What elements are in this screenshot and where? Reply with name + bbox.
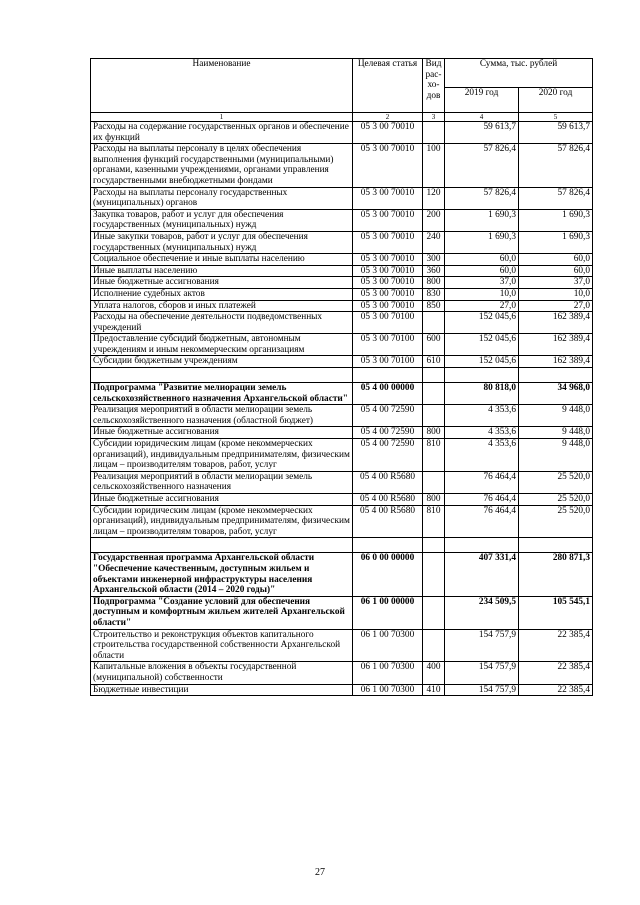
row-sum-2020: 9 448,0 — [519, 405, 593, 427]
table-header — [91, 59, 593, 122]
row-sum-2020: 22 385,4 — [519, 684, 593, 696]
row-sum-2019: 154 757,9 — [445, 662, 519, 684]
row-expense-kind: 800 — [423, 494, 445, 506]
spacer-cell — [519, 368, 593, 383]
table-body — [91, 122, 593, 696]
spacer-cell — [353, 538, 423, 553]
row-expense-kind: 830 — [423, 288, 445, 300]
page-number: 27 — [315, 867, 325, 878]
table-row — [91, 439, 593, 472]
row-sum-2020: 22 385,4 — [519, 662, 593, 684]
row-sum-2020: 10,0 — [519, 288, 593, 300]
spacer-cell — [91, 538, 353, 553]
table-row — [91, 334, 593, 356]
row-target-article: 05 4 00 R5680 — [353, 494, 423, 506]
row-sum-2020: 34 968,0 — [519, 383, 593, 405]
row-name: Социальное обеспечение и иные выплаты населению — [91, 254, 353, 266]
row-expense-kind — [423, 312, 445, 334]
row-sum-2020: 60,0 — [519, 254, 593, 266]
row-sum-2019: 37,0 — [445, 277, 519, 289]
row-name: Субсидии юридическим лицам (кроме некоммерческих организаций), индивидуальным предпринимателям, физическим лицам – производителям товаров, работ, услуг — [91, 439, 353, 472]
table-row — [91, 405, 593, 427]
row-sum-2019: 60,0 — [445, 254, 519, 266]
row-expense-kind — [423, 553, 445, 596]
row-target-article: 05 3 00 70010 — [353, 265, 423, 277]
row-name: Закупка товаров, работ и услуг для обеспечения государственных (муниципальных) нужд — [91, 209, 353, 231]
row-sum-2020: 37,0 — [519, 277, 593, 289]
row-sum-2019: 76 464,4 — [445, 494, 519, 506]
table-row — [91, 356, 593, 368]
row-sum-2020: 57 826,4 — [519, 144, 593, 187]
row-target-article: 05 3 00 70010 — [353, 254, 423, 266]
row-target-article: 05 3 00 70010 — [353, 277, 423, 289]
row-expense-kind — [423, 383, 445, 405]
row-name: Исполнение судебных актов — [91, 288, 353, 300]
row-expense-kind: 800 — [423, 427, 445, 439]
table-row — [91, 144, 593, 187]
row-sum-2019: 59 613,7 — [445, 122, 519, 144]
row-sum-2020: 162 389,4 — [519, 356, 593, 368]
row-target-article: 05 3 00 70100 — [353, 312, 423, 334]
table-row — [91, 187, 593, 209]
row-expense-kind — [423, 122, 445, 144]
row-expense-kind — [423, 596, 445, 629]
row-name: Подпрограмма "Развитие мелиорации земель сельскохозяйственного назначения Архангельской области" — [91, 383, 353, 405]
row-sum-2019: 152 045,6 — [445, 312, 519, 334]
row-expense-kind: 300 — [423, 254, 445, 266]
column-number: 4 — [445, 113, 519, 122]
row-sum-2019: 57 826,4 — [445, 187, 519, 209]
row-sum-2019: 4 353,6 — [445, 405, 519, 427]
spacer-cell — [445, 368, 519, 383]
row-name: Капитальные вложения в объекты государственной (муниципальной) собственности — [91, 662, 353, 684]
table-row — [91, 684, 593, 696]
row-name: Иные бюджетные ассигнования — [91, 494, 353, 506]
column-number: 5 — [519, 113, 593, 122]
spacer-cell — [519, 538, 593, 553]
row-sum-2019: 10,0 — [445, 288, 519, 300]
row-name: Строительство и реконструкция объектов капитального строительства государственной собственности Архангельской области — [91, 629, 353, 662]
row-sum-2020: 25 520,0 — [519, 505, 593, 538]
row-name: Иные бюджетные ассигнования — [91, 277, 353, 289]
row-target-article: 06 1 00 70300 — [353, 662, 423, 684]
table-row — [91, 312, 593, 334]
table-row — [91, 254, 593, 266]
row-expense-kind — [423, 471, 445, 493]
table-row — [91, 209, 593, 231]
row-sum-2019: 4 353,6 — [445, 427, 519, 439]
header-name: Наименование — [91, 59, 353, 113]
row-sum-2019: 154 757,9 — [445, 629, 519, 662]
row-expense-kind: 600 — [423, 334, 445, 356]
row-name: Расходы на обеспечение деятельности подведомственных учреждений — [91, 312, 353, 334]
row-sum-2019: 4 353,6 — [445, 439, 519, 472]
row-name: Реализация мероприятий в области мелиорации земель сельскохозяйственного назначения (областной бюджет) — [91, 405, 353, 427]
row-expense-kind — [423, 405, 445, 427]
row-sum-2020: 280 871,3 — [519, 553, 593, 596]
row-expense-kind: 400 — [423, 662, 445, 684]
row-name: Государственная программа Архангельской области "Обеспечение качественным, доступным жильем и объектами инженерной инфраструктуры населения Архангельской области (2014 – 2020 годы)" — [91, 553, 353, 596]
row-target-article: 05 4 00 R5680 — [353, 505, 423, 538]
table-row — [91, 231, 593, 253]
row-sum-2019: 234 509,5 — [445, 596, 519, 629]
row-sum-2019: 407 331,4 — [445, 553, 519, 596]
row-name: Расходы на выплаты персоналу в целях обеспечения выполнения функций государственными (муниципальными) органами, казенными учреждениями, органами управления государственными внебюджетными фондами — [91, 144, 353, 187]
row-sum-2020: 1 690,3 — [519, 209, 593, 231]
spacer-cell — [423, 538, 445, 553]
header-sum: Сумма, тыс. рублей — [445, 59, 593, 88]
column-number: 2 — [353, 113, 423, 122]
row-target-article: 06 1 00 70300 — [353, 629, 423, 662]
spacer-row — [91, 368, 593, 383]
row-expense-kind: 800 — [423, 277, 445, 289]
table-row — [91, 629, 593, 662]
row-expense-kind: 810 — [423, 505, 445, 538]
row-target-article: 05 3 00 70100 — [353, 356, 423, 368]
row-target-article: 05 3 00 70010 — [353, 187, 423, 209]
row-sum-2020: 9 448,0 — [519, 427, 593, 439]
row-sum-2019: 1 690,3 — [445, 209, 519, 231]
header-year-2020: 2020 год — [519, 88, 593, 113]
row-sum-2020: 57 826,4 — [519, 187, 593, 209]
row-expense-kind: 410 — [423, 684, 445, 696]
row-expense-kind: 240 — [423, 231, 445, 253]
spacer-row — [91, 538, 593, 553]
row-target-article: 05 3 00 70010 — [353, 300, 423, 312]
row-name: Иные выплаты населению — [91, 265, 353, 277]
row-target-article: 05 3 00 70010 — [353, 231, 423, 253]
row-sum-2020: 105 545,1 — [519, 596, 593, 629]
row-sum-2019: 60,0 — [445, 265, 519, 277]
row-target-article: 05 3 00 70010 — [353, 288, 423, 300]
row-sum-2020: 27,0 — [519, 300, 593, 312]
row-target-article: 05 3 00 70010 — [353, 209, 423, 231]
column-number: 1 — [91, 113, 353, 122]
row-target-article: 05 4 00 R5680 — [353, 471, 423, 493]
table-row — [91, 553, 593, 596]
row-name: Реализация мероприятий в области мелиорации земель сельскохозяйственного назначения — [91, 471, 353, 493]
row-target-article: 05 4 00 72590 — [353, 439, 423, 472]
header-expense-kind: Вид рас-хо-дов — [423, 59, 445, 113]
spacer-cell — [445, 538, 519, 553]
row-sum-2020: 59 613,7 — [519, 122, 593, 144]
row-sum-2020: 25 520,0 — [519, 471, 593, 493]
row-sum-2019: 27,0 — [445, 300, 519, 312]
row-name: Бюджетные инвестиции — [91, 684, 353, 696]
column-number: 3 — [423, 113, 445, 122]
table-row — [91, 277, 593, 289]
row-name: Подпрограмма "Создание условий для обеспечения доступным и комфортным жильем жителей Архангельской области" — [91, 596, 353, 629]
row-expense-kind: 200 — [423, 209, 445, 231]
table-row — [91, 288, 593, 300]
row-target-article: 06 1 00 70300 — [353, 684, 423, 696]
row-name: Уплата налогов, сборов и иных платежей — [91, 300, 353, 312]
row-sum-2020: 9 448,0 — [519, 439, 593, 472]
row-sum-2020: 60,0 — [519, 265, 593, 277]
header-year-2019: 2019 год — [445, 88, 519, 113]
table-row — [91, 300, 593, 312]
row-name: Субсидии юридическим лицам (кроме некоммерческих организаций), индивидуальным предпринимателям, физическим лицам – производителям товаров, работ, услуг — [91, 505, 353, 538]
column-numbers-row — [91, 113, 593, 122]
table-row — [91, 505, 593, 538]
table-row — [91, 122, 593, 144]
row-name: Расходы на выплаты персоналу государственных (муниципальных) органов — [91, 187, 353, 209]
table-row — [91, 265, 593, 277]
row-target-article: 05 4 00 72590 — [353, 427, 423, 439]
table-row — [91, 383, 593, 405]
row-sum-2019: 152 045,6 — [445, 334, 519, 356]
table-row — [91, 471, 593, 493]
row-name: Иные закупки товаров, работ и услуг для обеспечения государственных (муниципальных) нужд — [91, 231, 353, 253]
spacer-cell — [353, 368, 423, 383]
table-row — [91, 662, 593, 684]
row-name: Иные бюджетные ассигнования — [91, 427, 353, 439]
row-expense-kind: 100 — [423, 144, 445, 187]
row-expense-kind: 360 — [423, 265, 445, 277]
row-sum-2020: 1 690,3 — [519, 231, 593, 253]
row-sum-2019: 57 826,4 — [445, 144, 519, 187]
row-sum-2020: 22 385,4 — [519, 629, 593, 662]
budget-table — [90, 58, 593, 696]
row-sum-2019: 80 818,0 — [445, 383, 519, 405]
table-row — [91, 427, 593, 439]
row-sum-2019: 76 464,4 — [445, 505, 519, 538]
row-expense-kind — [423, 629, 445, 662]
spacer-cell — [91, 368, 353, 383]
row-target-article: 05 3 00 70010 — [353, 144, 423, 187]
row-sum-2020: 162 389,4 — [519, 312, 593, 334]
table-row — [91, 596, 593, 629]
row-sum-2019: 1 690,3 — [445, 231, 519, 253]
header-target-article: Целевая статья — [353, 59, 423, 113]
row-sum-2019: 152 045,6 — [445, 356, 519, 368]
row-target-article: 05 4 00 00000 — [353, 383, 423, 405]
row-expense-kind: 810 — [423, 439, 445, 472]
table-row — [91, 494, 593, 506]
row-target-article: 05 3 00 70100 — [353, 334, 423, 356]
row-target-article: 06 0 00 00000 — [353, 553, 423, 596]
row-expense-kind: 120 — [423, 187, 445, 209]
row-name: Расходы на содержание государственных органов и обеспечение их функций — [91, 122, 353, 144]
row-expense-kind: 610 — [423, 356, 445, 368]
row-expense-kind: 850 — [423, 300, 445, 312]
row-sum-2020: 162 389,4 — [519, 334, 593, 356]
row-target-article: 05 3 00 70010 — [353, 122, 423, 144]
row-sum-2019: 76 464,4 — [445, 471, 519, 493]
row-name: Субсидии бюджетным учреждениям — [91, 356, 353, 368]
row-target-article: 05 4 00 72590 — [353, 405, 423, 427]
spacer-cell — [423, 368, 445, 383]
row-name: Предоставление субсидий бюджетным, автономным учреждениям и иным некоммерческим организациям — [91, 334, 353, 356]
row-sum-2020: 25 520,0 — [519, 494, 593, 506]
row-sum-2019: 154 757,9 — [445, 684, 519, 696]
row-target-article: 06 1 00 00000 — [353, 596, 423, 629]
